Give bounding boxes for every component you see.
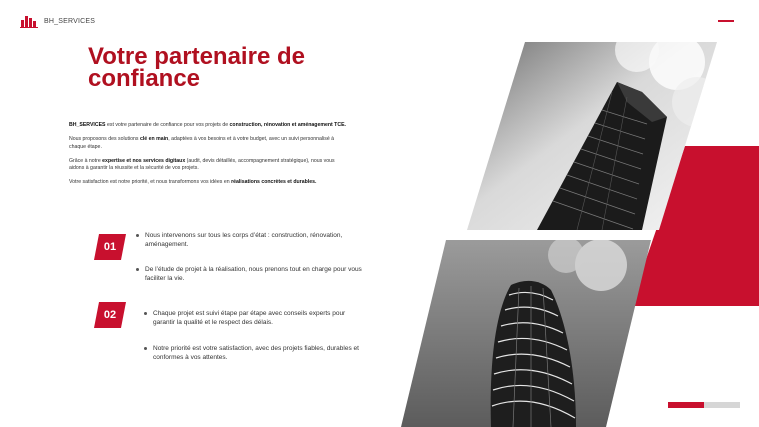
building-photo-bottom [401, 240, 651, 427]
intro-paragraph-1: BH_SERVICES est votre partenaire de confiance pour vos projets de construction, rénovation et aménagement TCE. [69, 122, 346, 128]
brand-logo [20, 14, 95, 28]
top-accent-line [718, 20, 734, 22]
brand-name: BH_SERVICES [44, 17, 96, 25]
intro-paragraph-4: Votre satisfaction est notre priorité, et nous transformons vos idées en réalisations concrètes et durables. [69, 179, 317, 186]
title-line-1: Votre partenaire de [88, 43, 305, 70]
intro-text [69, 122, 349, 194]
step-number-badge-01: 01 [94, 234, 126, 260]
step-01-bullet-1: Nous intervenons sur tous les corps d’état : construction, rénovation, aménagement. [136, 231, 365, 249]
slide-progress-active [668, 402, 704, 408]
slide-progress-remaining [704, 402, 740, 408]
building-photo-top [467, 42, 717, 230]
step-02-bullet-1: Chaque projet est suivi étape par étape avec conseils experts pour garantir la qualité et le respect des délais. [144, 309, 368, 327]
intro-paragraph-3: Grâce à notre expertise et nos services digitaux (audit, devis détaillés, accompagnement stratégique), nous vous aidons à garantir la réussite et la sécurité de vos projets. [69, 157, 335, 172]
step-01-bullet-2: De l’étude de projet à la réalisation, nous prenons tout en charge pour vous faciliter la vie. [136, 265, 370, 283]
title-line-2: confiance [88, 65, 201, 92]
page-title [88, 43, 388, 92]
step-number-badge-02: 02 [94, 302, 126, 328]
step-02-bullet-2: Notre priorité est votre satisfaction, avec des projets fiables, durables et conformes à vos attentes. [144, 344, 378, 362]
building-logo-icon [20, 14, 38, 28]
intro-paragraph-2: Nous proposons des solutions clé en main, adaptées à vos besoins et à votre budget, avec un suivi personnalisé à chaque étape. [69, 136, 335, 150]
